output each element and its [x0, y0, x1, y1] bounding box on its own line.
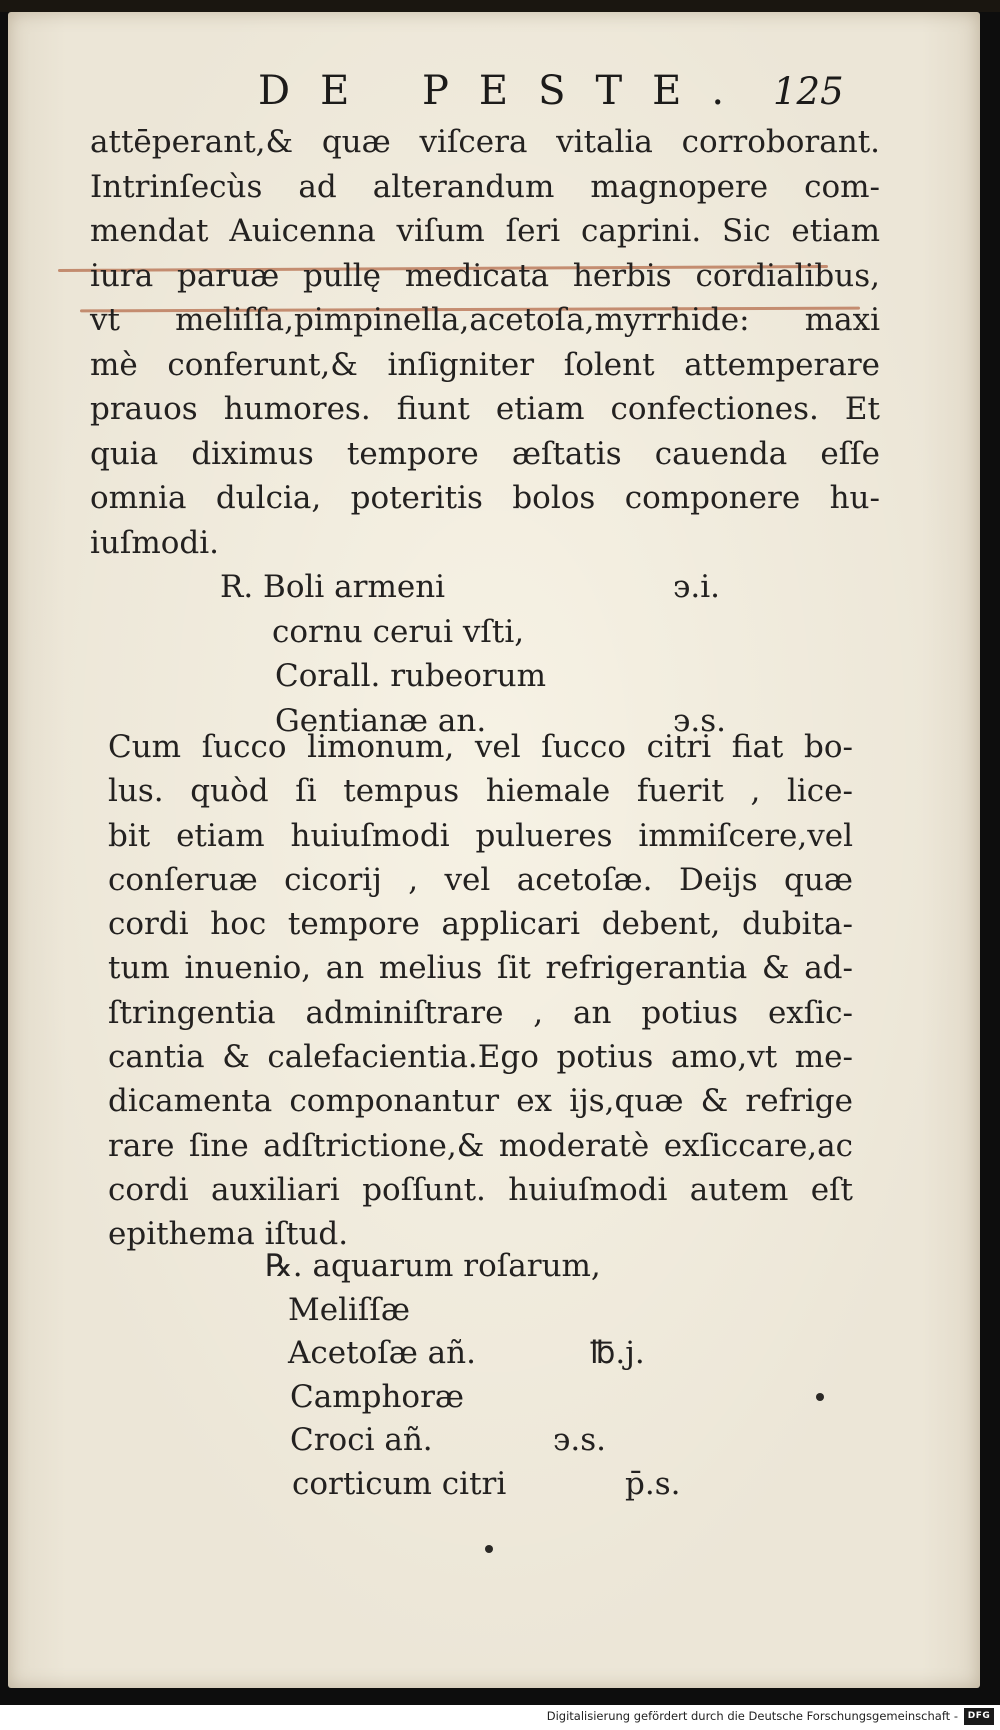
- paragraph-2: [108, 725, 853, 1257]
- paragraph-1: [90, 120, 880, 743]
- recipe-item: [0, 1376, 1000, 1420]
- recipe-quantity: ℔.j.: [590, 1335, 645, 1371]
- recipe-ingredient: Croci añ.: [290, 1422, 433, 1458]
- text-line: conſeruæ cicorij , vel acetoſæ. Deijs quæ: [108, 861, 853, 898]
- footer-credit: Digitalisierung gefördert durch die Deutsche Forschungsgemeinschaft -: [546, 1709, 958, 1723]
- ink-dot-mark: [816, 1393, 824, 1401]
- text-line: rare ſine adſtrictione,& moderatè exſiccare,ac: [108, 1127, 853, 1164]
- page-top-edge: [0, 0, 1000, 12]
- text-line: tum inuenio, an melius ſit refrigerantia & ad‑: [108, 950, 853, 987]
- text-line: Cum ſucco limonum, vel ſucco citri fiat bo‑: [108, 729, 853, 765]
- recipe-ingredient: corticum citri: [292, 1465, 507, 1502]
- recipe-ingredient: ℞. aquarum roſarum,: [265, 1248, 601, 1284]
- text-line: cantia & calefacientia.Ego potius amo,vt me‑: [108, 1039, 853, 1076]
- text-line: bit etiam huiuſmodi pulueres immiſcere,vel: [108, 817, 853, 854]
- text-line: cordi auxiliari poſſunt. huiuſmodi autem eſt: [108, 1171, 853, 1208]
- text-line: iuſmodi.: [90, 524, 220, 561]
- text-line: ſtringentia adminiſtrare , an potius exſic‑: [108, 994, 853, 1031]
- recipe-quantity: ϶.i.: [673, 569, 720, 605]
- digitization-footer: [0, 1705, 1000, 1730]
- text-line: vt meliſſa,pimpinella,acetoſa,myrrhide: maxi: [90, 302, 880, 338]
- text-line: lus. quòd ſi tempus hiemale fuerit , lice‑: [108, 773, 853, 810]
- recipe-item: [0, 1332, 1000, 1376]
- recipe-item: [90, 565, 880, 610]
- dfg-logo-icon: DFG: [964, 1708, 994, 1725]
- recipe-item: [0, 1245, 1000, 1289]
- recipe-item: [90, 654, 880, 699]
- recipe-quantity: ϶.s.: [553, 1422, 606, 1458]
- recipe-ingredient: Camphoræ: [290, 1378, 465, 1415]
- text-line: epithema iſtud.: [108, 1216, 349, 1253]
- recipe-1: [90, 565, 880, 743]
- recipe-ingredient: R. Boli armeni: [220, 569, 446, 605]
- text-line: quia diximus tempore æſtatis cauenda eſſe: [90, 435, 880, 472]
- recipe-quantity: p̄.s.: [625, 1465, 681, 1502]
- text-line: cordi hoc tempore applicari debent, dubita‑: [108, 906, 853, 943]
- recipe-2: [0, 1245, 1000, 1506]
- recipe-item: [90, 610, 880, 655]
- recipe-item: [0, 1289, 1000, 1333]
- text-line: attēperant,& quæ viſcera vitalia corroborant.: [90, 124, 880, 160]
- ink-dot-mark: [485, 1545, 493, 1553]
- recipe-item: [0, 1419, 1000, 1463]
- recipe-ingredient: Gentianæ an.: [275, 702, 487, 739]
- recipe-ingredient: Meliſſæ: [288, 1291, 411, 1328]
- text-line: omnia dulcia, poteritis bolos componere hu‑: [90, 480, 880, 516]
- text-line: Intrinſecùs ad alterandum magnopere com‑: [90, 168, 880, 205]
- recipe-ingredient: Acetoſæ añ.: [288, 1335, 476, 1371]
- recipe-quantity: ϶.s.: [673, 702, 726, 739]
- text-line: iura paruæ pullę medicata herbis cordialibus,: [90, 257, 880, 294]
- recipe-ingredient: cornu cerui vſti,: [272, 613, 525, 650]
- page-header: [0, 62, 1000, 122]
- recipe-ingredient: Corall. rubeorum: [275, 658, 547, 694]
- page-number: 125: [773, 70, 844, 113]
- recipe-item: [0, 1463, 1000, 1507]
- text-line: mè conferunt,& inſigniter ſolent attemperare: [90, 346, 880, 383]
- text-line: mendat Auicenna viſum ſeri caprini. Sic etiam: [90, 213, 880, 249]
- running-head: DE PESTE.: [258, 68, 755, 114]
- text-line: prauos humores. fiunt etiam confectiones. Et: [90, 391, 880, 427]
- text-line: dicamenta componantur ex ijs,quæ & refrige: [108, 1083, 853, 1120]
